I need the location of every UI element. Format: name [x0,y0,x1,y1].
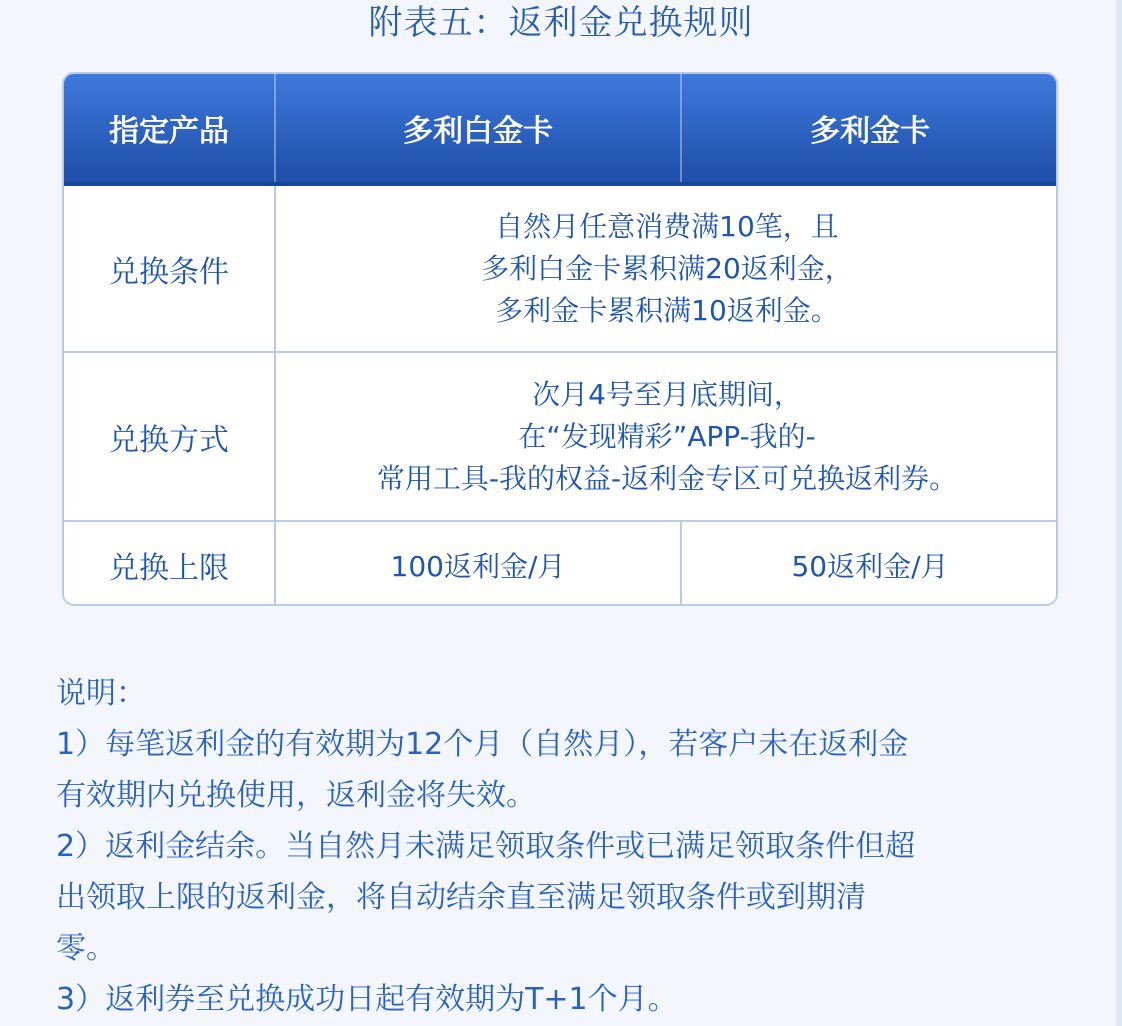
notes-section [56,668,1076,1025]
note-line: 零。 [56,931,116,966]
condition-line: 自然月任意消费满10笔，且 [495,209,839,243]
condition-line: 多利金卡累积满10返利金。 [495,293,839,327]
row-label-method: 兑换方式 [109,422,229,458]
condition-line: 多利白金卡累积满20返利金， [481,251,853,285]
condition-cell [276,186,1058,351]
header-platinum-card: 多利白金卡 [403,114,553,149]
header-gold-card: 多利金卡 [810,114,930,149]
method-line: 常用工具-我的权益-返利金专区可兑换返利券。 [376,461,958,495]
method-line: 在“发现精彩”APP-我的- [518,419,816,453]
table-header [64,74,1056,186]
method-cell [276,353,1058,520]
notes-heading: 说明： [56,676,146,711]
row-label-limit: 兑换上限 [109,551,229,586]
limit-platinum: 100返利金/月 [390,550,566,583]
note-line: 1）每笔返利金的有效期为12个月（自然月），若客户未在返利金 [56,727,909,762]
note-line: 2）返利金结余。当自然月未满足领取条件或已满足领取条件但超 [56,829,916,864]
note-line: 3）返利券至兑换成功日起有效期为T+1个月。 [56,982,678,1017]
rules-table [62,72,1058,606]
note-line: 有效期内兑换使用，返利金将失效。 [56,778,536,813]
page-edge [1116,0,1122,1026]
limit-gold: 50返利金/月 [791,550,949,583]
row-label-condition: 兑换条件 [109,254,229,290]
header-product: 指定产品 [109,114,229,149]
method-line: 次月4号至月底期间， [532,377,802,411]
note-line: 出领取上限的返利金，将自动结余直至满足领取条件或到期清 [56,880,866,915]
page-title: 附表五：返利金兑换规则 [368,3,754,43]
